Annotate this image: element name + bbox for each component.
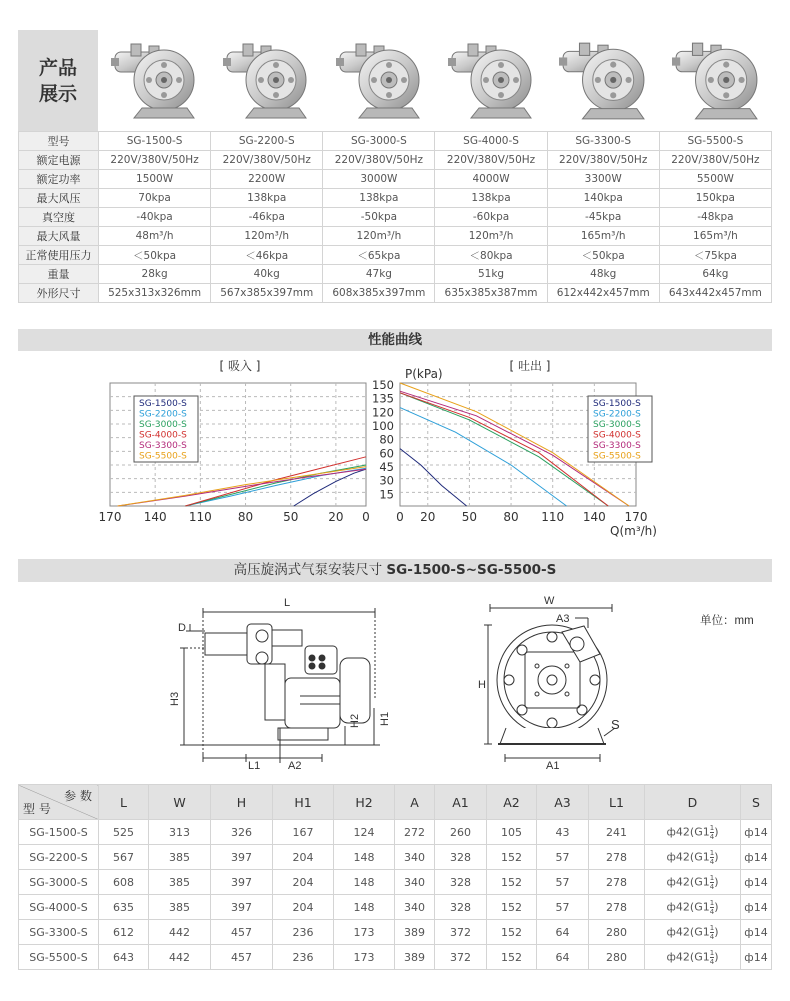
- dims-model-cell: SG-1500-S: [19, 820, 99, 845]
- x-tick-label: 20: [328, 510, 344, 524]
- spec-cell: 48m³/h: [99, 227, 211, 246]
- spec-cell: 47kg: [323, 265, 435, 284]
- spec-row-label: 重量: [19, 265, 99, 284]
- discharge-curve-sg-3000-s: [400, 393, 608, 506]
- dims-cell: 105: [487, 820, 537, 845]
- dims-cell: 643: [99, 945, 149, 970]
- discharge-curve-sg-4000-s: [400, 393, 608, 506]
- dims-cell: 148: [334, 870, 395, 895]
- spec-cell: -50kpa: [323, 208, 435, 227]
- dims-cell: 280: [589, 920, 645, 945]
- x-axis-label: Q(m³/h): [610, 524, 657, 538]
- install-dims-band: 高压旋涡式气泵安装尺寸 SG-1500-S~SG-5500-S: [18, 559, 772, 582]
- dims-corner-cell: [19, 785, 99, 820]
- spec-cell: 120m³/h: [435, 227, 547, 246]
- y-tick-label: 100: [372, 419, 394, 433]
- spec-row-label: 额定电源: [19, 151, 99, 170]
- dim-label-D: D: [178, 622, 186, 634]
- dims-s-cell: ф14: [741, 870, 772, 895]
- fraction: $\frac{1}{4}$: [709, 848, 715, 866]
- x-tick-label: 0: [396, 510, 404, 524]
- spec-cell: 3300W: [547, 170, 659, 189]
- spec-cell: 635x385x387mm: [435, 284, 547, 303]
- spec-cell: 138kpa: [211, 189, 323, 208]
- dims-model-cell: SG-2200-S: [19, 845, 99, 870]
- dims-row: [19, 920, 772, 945]
- dims-cell: 241: [589, 820, 645, 845]
- dims-cell: 152: [487, 895, 537, 920]
- spec-cell: 1500W: [99, 170, 211, 189]
- dims-cell: 442: [149, 920, 211, 945]
- dims-row: [19, 870, 772, 895]
- spec-row-label: 最大风量: [19, 227, 99, 246]
- dims-cell: 167: [273, 820, 334, 845]
- spec-row-label: 正常使用压力: [19, 246, 99, 265]
- spec-header-row: [19, 132, 772, 151]
- fraction: $\frac{1}{4}$: [709, 923, 715, 941]
- dims-cell: 397: [211, 870, 273, 895]
- y-tick-label: 150: [372, 378, 394, 392]
- dims-header-cell: S: [741, 785, 772, 820]
- front-view-drawing: [484, 604, 615, 762]
- spec-cell: 40kg: [211, 265, 323, 284]
- dims-cell: 124: [334, 820, 395, 845]
- dims-header-cell: H2: [334, 785, 395, 820]
- product-image-6: [660, 30, 772, 131]
- dims-cell: 385: [149, 845, 211, 870]
- dims-cell: 567: [99, 845, 149, 870]
- blower-pump-icon: [444, 38, 538, 124]
- spec-cell: ＜50kpa: [99, 246, 211, 265]
- spec-cell: 140kpa: [547, 189, 659, 208]
- spec-cell: -46kpa: [211, 208, 323, 227]
- x-tick-label: 80: [237, 510, 254, 524]
- spec-cell: 3000W: [323, 170, 435, 189]
- fraction: $\frac{1}{4}$: [709, 823, 715, 841]
- blower-pump-icon: [220, 38, 312, 124]
- dims-row: [19, 895, 772, 920]
- dims-cell: 204: [273, 845, 334, 870]
- dims-header-row: [19, 785, 772, 820]
- dims-cell: 372: [435, 945, 487, 970]
- dims-cell: 328: [435, 895, 487, 920]
- discharge-legend: [593, 399, 641, 462]
- dims-cell: 612: [99, 920, 149, 945]
- spec-header-cell: SG-5500-S: [659, 132, 771, 151]
- dims-s-cell: ф14: [741, 845, 772, 870]
- dim-label-A3: A3: [556, 613, 570, 625]
- dims-cell: 204: [273, 895, 334, 920]
- dims-cell: 385: [149, 870, 211, 895]
- dims-cell: 57: [537, 845, 589, 870]
- legend-entry: SG-2200-S: [593, 409, 641, 420]
- dims-cell: 280: [589, 945, 645, 970]
- discharge-x-ticks: [396, 510, 647, 524]
- spec-header-cell: 型号: [19, 132, 99, 151]
- legend-entry: SG-1500-S: [139, 399, 187, 409]
- blower-pump-icon: [109, 38, 199, 124]
- dim-label-A2: A2: [288, 760, 302, 772]
- spec-cell: ＜50kpa: [547, 246, 659, 265]
- dims-cell: 608: [99, 870, 149, 895]
- dims-cell: 389: [395, 920, 435, 945]
- dim-label-H: H: [478, 679, 486, 691]
- dims-cell: 635: [99, 895, 149, 920]
- dims-cell: 328: [435, 845, 487, 870]
- y-tick-label: 45: [379, 460, 394, 474]
- dims-header-cell: A1: [435, 785, 487, 820]
- dims-s-cell: ф14: [741, 945, 772, 970]
- spec-row: [19, 208, 772, 227]
- spec-cell: ＜46kpa: [211, 246, 323, 265]
- legend-entry: SG-2200-S: [139, 409, 187, 420]
- dims-cell: 340: [395, 895, 435, 920]
- x-tick-label: 50: [283, 510, 299, 524]
- product-image-3: [323, 30, 435, 131]
- dims-d-cell: ф42(G1 $\frac{1}{4}$ ): [645, 845, 741, 870]
- dims-cell: 457: [211, 920, 273, 945]
- suction-legend: [139, 399, 187, 462]
- dims-header-cell: L: [99, 785, 149, 820]
- spec-cell: ＜80kpa: [435, 246, 547, 265]
- suction-chart-title: [ 吸入 ]: [219, 359, 261, 373]
- dims-cell: 326: [211, 820, 273, 845]
- dims-s-cell: ф14: [741, 820, 772, 845]
- spec-row: [19, 151, 772, 170]
- dims-cell: 385: [149, 895, 211, 920]
- discharge-chart-title: [ 吐出 ]: [509, 359, 551, 373]
- dim-label-W: W: [544, 595, 555, 607]
- dims-model-cell: SG-3300-S: [19, 920, 99, 945]
- x-tick-label: 170: [624, 510, 648, 524]
- legend-entry: SG-3000-S: [593, 420, 641, 430]
- dims-cell: 152: [487, 870, 537, 895]
- spec-cell: 70kpa: [99, 189, 211, 208]
- spec-cell: 567x385x397mm: [211, 284, 323, 303]
- performance-curve-band: 性能曲线: [18, 329, 772, 351]
- dimensions-table: [18, 784, 772, 970]
- dims-row: [19, 945, 772, 970]
- dims-cell: 57: [537, 870, 589, 895]
- spec-cell: 138kpa: [435, 189, 547, 208]
- dim-label-H1: H1: [379, 711, 391, 726]
- suction-curve-sg-2200-s: [185, 468, 366, 506]
- spec-header-cell: SG-3300-S: [547, 132, 659, 151]
- dims-cell: 148: [334, 895, 395, 920]
- dims-d-cell: ф42(G1 $\frac{1}{4}$ ): [645, 920, 741, 945]
- product-image-1: [98, 30, 210, 131]
- dims-cell: 236: [273, 920, 334, 945]
- spec-row-label: 外形尺寸: [19, 284, 99, 303]
- spec-header-cell: SG-4000-S: [435, 132, 547, 151]
- dims-cell: 457: [211, 945, 273, 970]
- y-tick-label: 15: [379, 487, 394, 502]
- spec-cell: 51kg: [435, 265, 547, 284]
- spec-header-cell: SG-3000-S: [323, 132, 435, 151]
- spec-cell: 165m³/h: [659, 227, 771, 246]
- spec-cell: 5500W: [659, 170, 771, 189]
- dims-d-cell: ф42(G1 $\frac{1}{4}$ ): [645, 870, 741, 895]
- dims-cell: 442: [149, 945, 211, 970]
- product-images-row: [18, 30, 772, 131]
- legend-entry: SG-3000-S: [139, 420, 187, 430]
- dims-cell: 313: [149, 820, 211, 845]
- dims-model-cell: SG-4000-S: [19, 895, 99, 920]
- dims-header-cell: H: [211, 785, 273, 820]
- dims-s-cell: ф14: [741, 895, 772, 920]
- dims-cell: 397: [211, 895, 273, 920]
- x-tick-label: 0: [362, 510, 370, 524]
- spec-cell: ＜65kpa: [323, 246, 435, 265]
- spec-header-cell: SG-2200-S: [211, 132, 323, 151]
- x-tick-label: 50: [461, 510, 478, 524]
- dims-cell: 204: [273, 870, 334, 895]
- fraction: $\frac{1}{4}$: [709, 948, 715, 966]
- dims-cell: 397: [211, 845, 273, 870]
- dims-d-cell: ф42(G1 $\frac{1}{4}$ ): [645, 895, 741, 920]
- dims-cell: 43: [537, 820, 589, 845]
- unit-label: 单位：mm: [700, 615, 754, 627]
- spec-row: [19, 284, 772, 303]
- dims-header-cell: W: [149, 785, 211, 820]
- spec-cell: 120m³/h: [211, 227, 323, 246]
- spec-cell: 48kg: [547, 265, 659, 284]
- spec-row-label: 真空度: [19, 208, 99, 227]
- spec-cell: -45kpa: [547, 208, 659, 227]
- dims-header-cell: A: [395, 785, 435, 820]
- spec-header-cell: SG-1500-S: [99, 132, 211, 151]
- dims-corner-bottom: 型 号: [23, 802, 51, 816]
- y-tick-label: 60: [379, 446, 394, 461]
- x-tick-label: 80: [503, 510, 519, 524]
- spec-row: [19, 246, 772, 265]
- legend-entry: SG-4000-S: [593, 430, 641, 441]
- fraction: $\frac{1}{4}$: [709, 898, 715, 916]
- spec-table: [18, 131, 772, 303]
- spec-cell: -60kpa: [435, 208, 547, 227]
- y-tick-label: 80: [379, 432, 394, 447]
- dim-label-L1: L1: [248, 760, 261, 772]
- dims-header-cell: D: [645, 785, 741, 820]
- spec-cell: 120m³/h: [323, 227, 435, 246]
- dims-d-cell: ф42(G1 $\frac{1}{4}$ ): [645, 945, 741, 970]
- spec-cell: 2200W: [211, 170, 323, 189]
- spec-cell: 220V/380V/50Hz: [211, 151, 323, 170]
- dims-row: [19, 845, 772, 870]
- spec-cell: 165m³/h: [547, 227, 659, 246]
- discharge-y-ticks: [372, 378, 394, 501]
- spec-cell: 4000W: [435, 170, 547, 189]
- y-tick-label: 120: [372, 405, 394, 420]
- dims-cell: 525: [99, 820, 149, 845]
- spec-cell: -40kpa: [99, 208, 211, 227]
- dims-cell: 340: [395, 870, 435, 895]
- dims-cell: 173: [334, 920, 395, 945]
- dims-header-cell: A3: [537, 785, 589, 820]
- spec-cell: 138kpa: [323, 189, 435, 208]
- legend-entry: SG-5500-S: [139, 451, 187, 462]
- dim-label-S: S: [611, 717, 620, 732]
- product-image-5: [547, 30, 659, 131]
- discharge-curve-sg-1500-s: [400, 449, 467, 506]
- dims-model-cell: SG-3000-S: [19, 870, 99, 895]
- fraction: $\frac{1}{4}$: [709, 873, 715, 891]
- spec-cell: 28kg: [99, 265, 211, 284]
- spec-cell: 220V/380V/50Hz: [323, 151, 435, 170]
- dims-cell: 152: [487, 945, 537, 970]
- dims-cell: 328: [435, 870, 487, 895]
- spec-cell: 220V/380V/50Hz: [99, 151, 211, 170]
- legend-entry: SG-5500-S: [593, 451, 641, 462]
- dims-header-cell: A2: [487, 785, 537, 820]
- product-display-label: 产品展示: [18, 30, 98, 131]
- discharge-curve-sg-2200-s: [400, 408, 567, 506]
- dims-cell: 173: [334, 945, 395, 970]
- product-image-2: [210, 30, 322, 131]
- dims-cell: 260: [435, 820, 487, 845]
- spec-cell: 64kg: [659, 265, 771, 284]
- spec-cell: 643x442x457mm: [659, 284, 771, 303]
- dims-s-cell: ф14: [741, 920, 772, 945]
- x-tick-label: 140: [143, 510, 167, 524]
- dims-header-cell: H1: [273, 785, 334, 820]
- legend-entry: SG-3300-S: [139, 441, 187, 451]
- product-image-4: [435, 30, 547, 131]
- suction-x-ticks: [99, 510, 370, 524]
- dims-cell: 340: [395, 845, 435, 870]
- dims-cell: 64: [537, 945, 589, 970]
- blower-pump-icon: [555, 37, 651, 125]
- dims-cell: 152: [487, 920, 537, 945]
- spec-cell: 220V/380V/50Hz: [435, 151, 547, 170]
- dims-cell: 57: [537, 895, 589, 920]
- side-view-drawing: [180, 608, 380, 763]
- spec-cell: 150kpa: [659, 189, 771, 208]
- dim-label-H2: H2: [349, 713, 361, 728]
- spec-table-block: [18, 30, 772, 303]
- x-tick-label: 140: [582, 510, 606, 524]
- spec-cell: 220V/380V/50Hz: [659, 151, 771, 170]
- dims-cell: 278: [589, 845, 645, 870]
- spec-cell: 608x385x397mm: [323, 284, 435, 303]
- dims-cell: 272: [395, 820, 435, 845]
- dims-row: [19, 820, 772, 845]
- dims-cell: 278: [589, 870, 645, 895]
- spec-cell: 525x313x326mm: [99, 284, 211, 303]
- dim-label-H3: H3: [169, 691, 181, 706]
- dims-cell: 389: [395, 945, 435, 970]
- spec-row: [19, 189, 772, 208]
- legend-entry: SG-1500-S: [593, 399, 641, 409]
- blower-pump-icon: [668, 37, 764, 125]
- install-drawing: [0, 588, 790, 773]
- x-tick-label: 110: [541, 510, 565, 524]
- dims-header-cell: L1: [589, 785, 645, 820]
- y-axis-label: P(kPa): [405, 367, 443, 381]
- x-tick-label: 110: [188, 510, 212, 524]
- spec-row-label: 额定功率: [19, 170, 99, 189]
- performance-charts: [0, 355, 790, 545]
- spec-row-label: 最大风压: [19, 189, 99, 208]
- dims-d-cell: ф42(G1 $\frac{1}{4}$ ): [645, 820, 741, 845]
- spec-cell: ＜75kpa: [659, 246, 771, 265]
- dims-cell: 372: [435, 920, 487, 945]
- dims-cell: 64: [537, 920, 589, 945]
- dim-label-A1: A1: [546, 760, 560, 772]
- x-tick-label: 170: [98, 510, 122, 524]
- dims-corner-top: 参 数: [64, 789, 92, 803]
- y-tick-label: 30: [379, 473, 394, 488]
- legend-entry: SG-4000-S: [139, 430, 187, 441]
- spec-row: [19, 265, 772, 284]
- dims-cell: 152: [487, 845, 537, 870]
- x-tick-label: 20: [420, 510, 436, 524]
- blower-pump-icon: [332, 38, 426, 124]
- dims-cell: 148: [334, 845, 395, 870]
- legend-entry: SG-3300-S: [593, 441, 641, 451]
- dims-cell: 236: [273, 945, 334, 970]
- dims-cell: 278: [589, 895, 645, 920]
- spec-row: [19, 170, 772, 189]
- dims-model-cell: SG-5500-S: [19, 945, 99, 970]
- spec-row: [19, 227, 772, 246]
- y-tick-label: 135: [372, 391, 394, 406]
- spec-cell: 612x442x457mm: [547, 284, 659, 303]
- spec-cell: 220V/380V/50Hz: [547, 151, 659, 170]
- dim-label-L: L: [284, 597, 291, 609]
- spec-cell: -48kpa: [659, 208, 771, 227]
